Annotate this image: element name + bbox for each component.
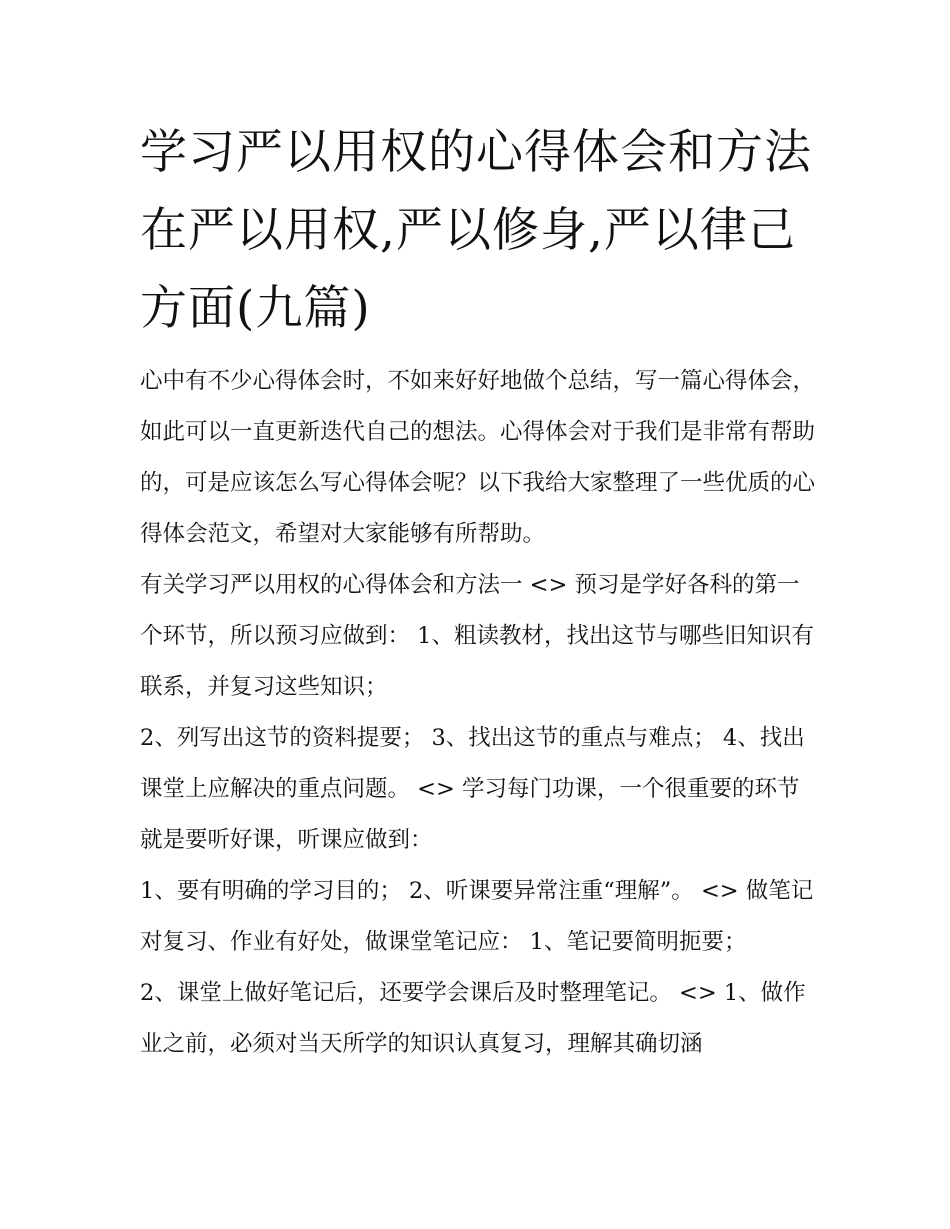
paragraph-homework: 2、课堂上做好笔记后，还要学会课后及时整理笔记。 <> 1、做作业之前，必须对当天所学的知识认真复习，理解其确切涵 bbox=[140, 980, 806, 1057]
document-body bbox=[140, 356, 820, 1070]
paragraph-notes: 1、要有明确的学习目的； 2、听课要异常注重“理解”。 <> 做笔记对复习、作业有好处，做课堂笔记应： 1、笔记要简明扼要； bbox=[140, 878, 814, 955]
paragraph-intro: 心中有不少心得体会时，不如来好好地做个总结，写一篇心得体会，如此可以一直更新迭代自己的想法。心得体会对于我们是非常有帮助的，可是应该怎么写心得体会呢？以下我给大家整理了一些优质的心得体会范文，希望对大家能够有所帮助。 bbox=[140, 368, 816, 547]
paragraph-listening: 2、列写出这节的资料提要； 3、找出这节的重点与难点； 4、找出课堂上应解决的重点问题。 <> 学习每门功课，一个很重要的环节就是要听好课，听课应做到： bbox=[140, 725, 805, 853]
document-title: 学习严以用权的心得体会和方法 在严以用权,严以修身,严以律己方面(九篇) bbox=[140, 125, 812, 336]
paragraph-preview: 有关学习严以用权的心得体会和方法一 <> 预习是学好各科的第一个环节，所以预习应做到： 1、粗读教材，找出这节与哪些旧知识有联系，并复习这些知识； bbox=[140, 572, 814, 700]
